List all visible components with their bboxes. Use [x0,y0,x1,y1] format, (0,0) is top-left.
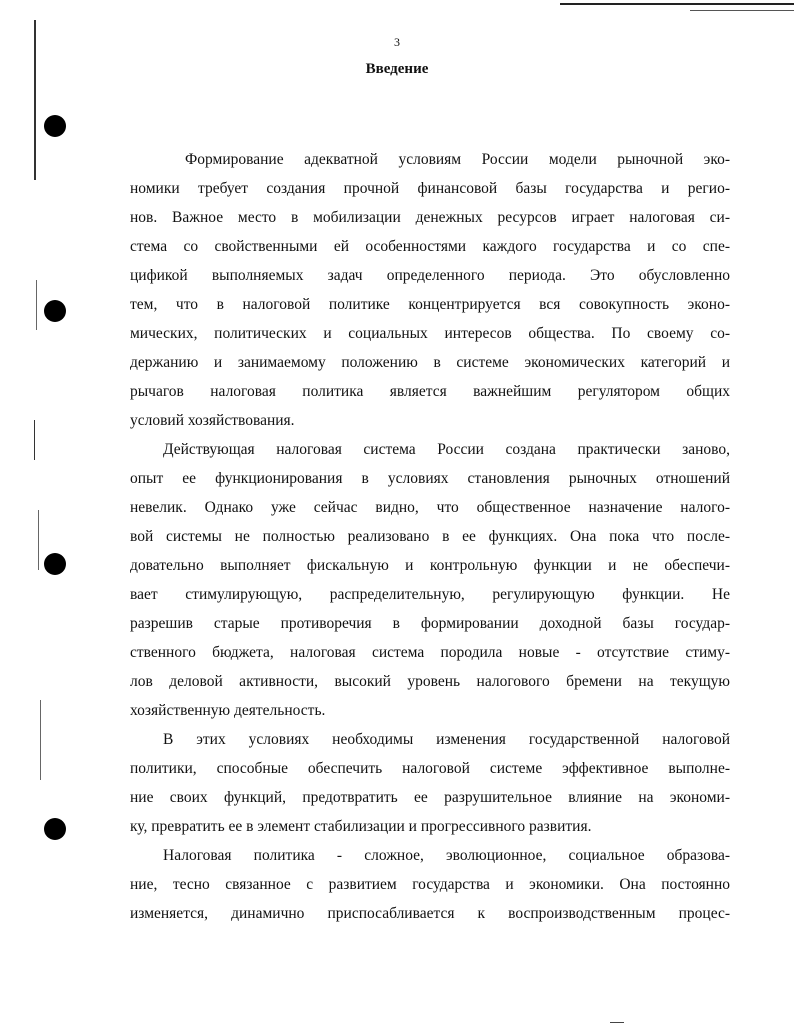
text-line: вой системы не полностью реализовано в ее функциях. Она пока что после- [130,528,730,545]
text-line: мических, политических и социальных интересов общества. По своему со- [130,325,730,342]
paragraph-4 [130,841,730,928]
scan-edge-line [690,10,794,11]
text-line: держанию и занимаемому положению в системе экономических категорий и [130,354,730,371]
text-line: хозяйственную деятельность. [130,702,326,719]
text-line: номики требует создания прочной финансовой базы государства и регио- [130,180,730,197]
text-line: довательно выполняет фискальную и контрольную функции и не обеспечи- [130,557,730,574]
binding-mark [40,700,41,780]
text-line: ственного бюджета, налоговая система породила новые - отсутствие стиму- [130,644,730,661]
punch-hole [44,553,66,575]
text-line: разрешив старые противоречия в формировании доходной базы государ- [130,615,730,632]
text-line: ние своих функций, предотвратить ее разрушительное влияние на экономи- [130,789,730,806]
scan-edge-line [560,3,794,5]
text-line: тем, что в налоговой политике концентрируется вся совокупность эконо- [130,296,730,313]
page-number: 3 [394,35,400,49]
paragraph-3 [130,725,730,841]
text-line: рычагов налоговая политика является важнейшим регулятором общих [130,383,730,400]
scan-edge-line [610,1022,624,1023]
text-line: цификой выполняемых задач определенного периода. Это обусловленно [130,267,730,284]
text-line: Действующая налоговая система России создана практически заново, [163,441,730,458]
text-line: опыт ее функционирования в условиях становления рыночных отношений [130,470,730,487]
page-title: Введение [365,61,429,77]
text-line: вает стимулирующую, распределительную, регулирующую функции. Не [130,586,730,603]
text-line: лов деловой активности, высокий уровень налогового бремени на текущую [130,673,730,690]
paragraph-2 [130,435,730,725]
text-line: стема со свойственными ей особенностями каждого государства и со спе- [130,238,730,255]
text-line: политики, способные обеспечить налоговой системе эффективное выполне- [130,760,730,777]
text-line: невелик. Однако уже сейчас видно, что общественное назначение налого- [130,499,730,516]
punch-hole [44,300,66,322]
binding-edge [34,420,35,460]
text-line: В этих условиях необходимы изменения государственной налоговой [163,731,730,748]
document-body [130,145,730,928]
text-line: ку, превратить ее в элемент стабилизации и прогрессивного развития. [130,818,592,835]
text-line: Формирование адекватной условиям России модели рыночной эко- [185,151,730,168]
text-line: Налоговая политика - сложное, эволюционное, социальное образова- [163,847,730,864]
paragraph-1 [130,145,730,435]
text-line: нов. Важное место в мобилизации денежных ресурсов играет налоговая си- [130,209,730,226]
binding-mark [38,510,39,570]
binding-mark [36,280,37,330]
punch-hole [44,115,66,137]
text-line: ние, тесно связанное с развитием государства и экономики. Она постоянно [130,876,730,893]
text-line: условий хозяйствования. [130,412,295,429]
punch-hole [44,818,66,840]
text-line: изменяется, динамично приспосабливается к воспроизводственным процес- [130,905,730,922]
